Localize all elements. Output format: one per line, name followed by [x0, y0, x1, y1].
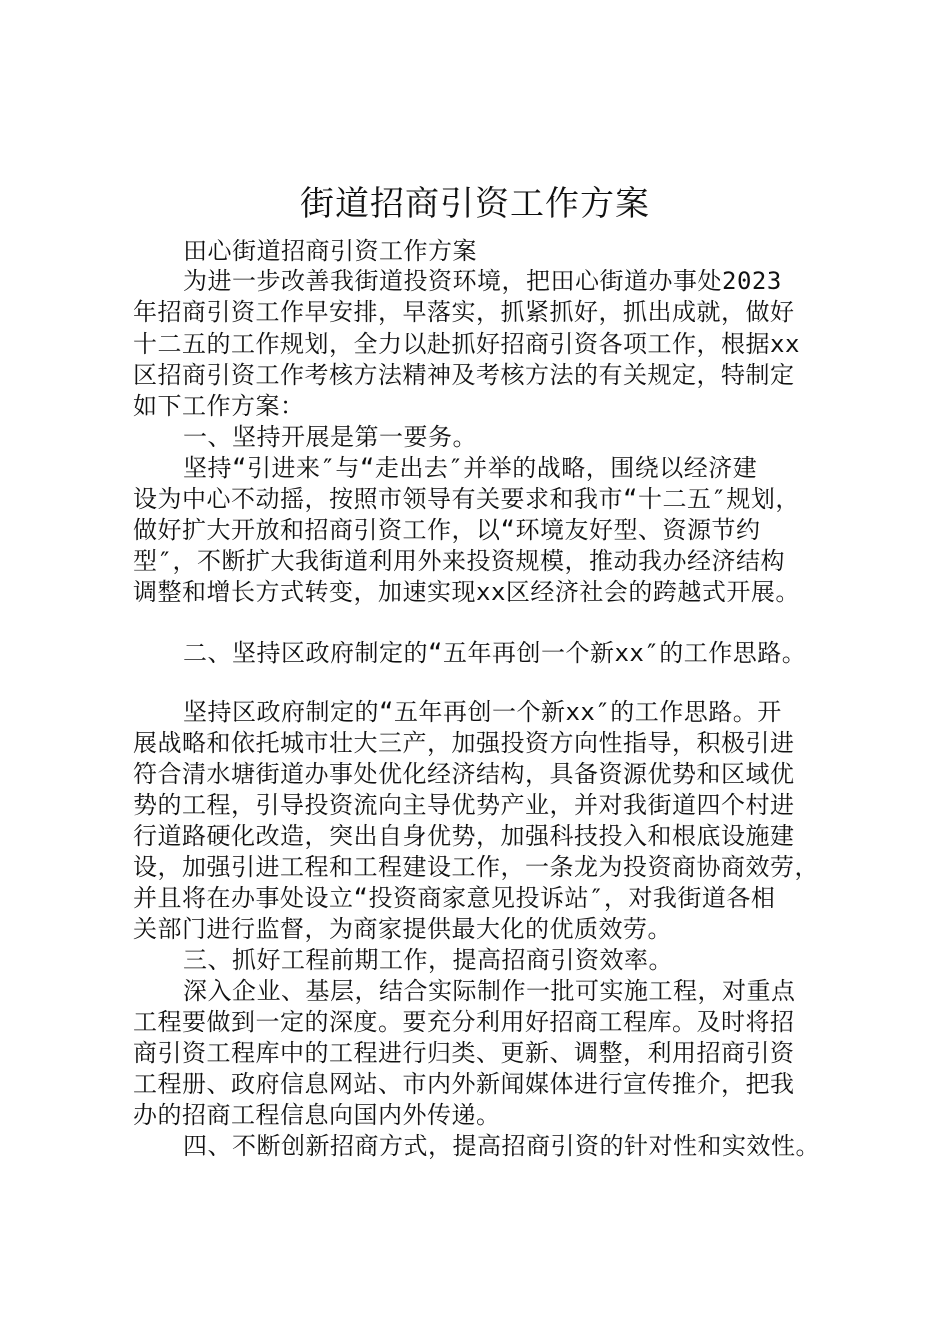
section-heading: 二、坚持区政府制定的“五年再创一个新xx″的工作思路。 [183, 639, 807, 667]
paragraph-line: 设为中心不动摇，按照市领导有关要求和我市“十二五″规划， [133, 485, 800, 513]
subtitle-line: 田心街道招商引资工作方案 [183, 237, 477, 265]
paragraph-line: 设，加强引进工程和工程建设工作，一条龙为投资商协商效劳， [133, 853, 819, 881]
paragraph-line: 年招商引资工作早安排，早落实，抓紧抓好，抓出成就，做好 [133, 298, 795, 326]
paragraph-line: 深入企业、基层，结合实际制作一批可实施工程，对重点 [183, 977, 796, 1005]
document-title: 街道招商引资工作方案 [300, 184, 650, 224]
paragraph-line: 工程要做到一定的深度。要充分利用好招商工程库。及时将招 [133, 1008, 795, 1036]
paragraph-line: 工程册、政府信息网站、市内外新闻媒体进行宣传推介，把我 [133, 1070, 795, 1098]
paragraph-line: 商引资工程库中的工程进行归类、更新、调整，利用招商引资 [133, 1039, 795, 1067]
paragraph-line: 调整和增长方式转变，加速实现xx区经济社会的跨越式开展。 [133, 578, 800, 606]
paragraph-line: 如下工作方案： [133, 392, 305, 420]
paragraph-line: 型″，不断扩大我街道利用外来投资规模，推动我办经济结构 [133, 547, 785, 575]
paragraph-line: 坚持区政府制定的“五年再创一个新xx″的工作思路。开 [183, 698, 782, 726]
paragraph-line: 做好扩大开放和招商引资工作，以“环境友好型、资源节约 [133, 516, 761, 544]
paragraph-line: 办的招商工程信息向国内外传递。 [133, 1101, 501, 1129]
paragraph-line: 行道路硬化改造，突出自身优势，加强科技投入和根底设施建 [133, 822, 795, 850]
section-heading: 一、坚持开展是第一要务。 [183, 423, 477, 451]
paragraph-line: 势的工程，引导投资流向主导优势产业，并对我街道四个村进 [133, 791, 795, 819]
paragraph-line: 坚持“引进来″与“走出去″并举的战略，围绕以经济建 [183, 454, 758, 482]
paragraph-line: 展战略和依托城市壮大三产，加强投资方向性指导，积极引进 [133, 729, 795, 757]
paragraph-line: 区招商引资工作考核方法精神及考核方法的有关规定，特制定 [133, 361, 795, 389]
paragraph-line: 符合清水塘街道办事处优化经济结构，具备资源优势和区域优 [133, 760, 795, 788]
paragraph-line: 关部门进行监督，为商家提供最大化的优质效劳。 [133, 915, 672, 943]
section-heading: 三、抓好工程前期工作，提高招商引资效率。 [183, 946, 673, 974]
paragraph-line: 并且将在办事处设立“投资商家意见投诉站″，对我街道各相 [133, 884, 776, 912]
section-heading: 四、不断创新招商方式，提高招商引资的针对性和实效性。 [183, 1132, 820, 1160]
paragraph-line: 十二五的工作规划，全力以赴抓好招商引资各项工作，根据xx [133, 330, 800, 358]
paragraph-line: 为进一步改善我街道投资环境，把田心街道办事处2023 [183, 267, 782, 295]
